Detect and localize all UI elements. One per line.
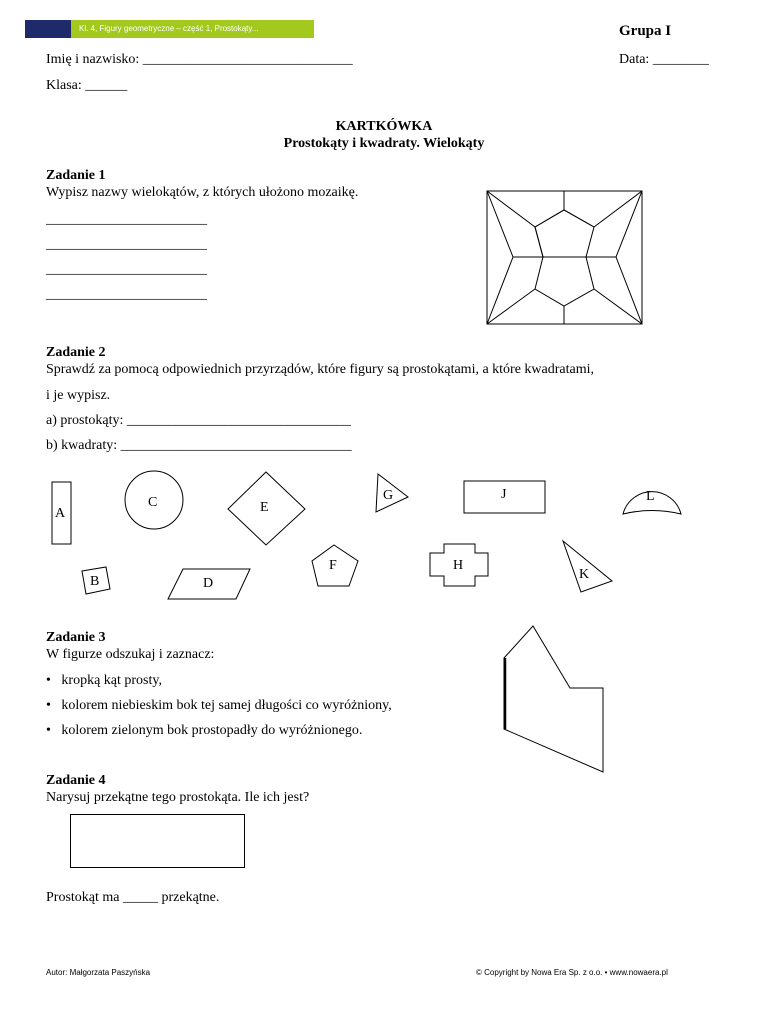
task2-item-a: a) prostokąty: ________________________________ [46, 413, 351, 428]
task1-heading: Zadanie 1 [46, 168, 106, 183]
group-label: Grupa I [619, 23, 672, 39]
task1-text: Wypisz nazwy wielokątów, z których ułożono mozaikę. [46, 185, 359, 200]
page-subtitle: Prostokąty i kwadraty. Wielokąty [283, 136, 485, 151]
task3-bullet-1: • kropką kąt prosty, [46, 673, 162, 688]
label-f: F [329, 558, 337, 573]
label-c: C [148, 495, 158, 510]
task4-rectangle[interactable] [70, 814, 245, 868]
label-g: G [383, 488, 394, 503]
task4-heading: Zadanie 4 [46, 773, 106, 788]
label-e: E [260, 500, 269, 515]
footer-author: Autor: Małgorzata Paszyńska [46, 968, 151, 977]
task1-blank-2: _______________________ [46, 237, 207, 252]
task1-blank-1: _______________________ [46, 212, 207, 227]
mosaic-figure [486, 190, 644, 326]
header-navy-bar [25, 20, 71, 38]
task3-bullet-2: • kolorem niebieskim bok tej samej długości co wyróżniony, [46, 698, 392, 713]
task2-shapes [0, 460, 768, 610]
label-l: L [646, 489, 655, 504]
task1-blank-3: _______________________ [46, 262, 207, 277]
task3-figure [500, 624, 608, 778]
task1-blank-4: _______________________ [46, 287, 207, 302]
label-j: J [501, 487, 507, 502]
label-k: K [579, 567, 590, 582]
task2-item-b: b) kwadraty: _________________________________ [46, 438, 352, 453]
task3-bullet-3: • kolorem zielonym bok prostopadły do wyróżnionego. [46, 723, 363, 738]
task2-text-line2: i je wypisz. [46, 388, 111, 403]
footer-copyright: © Copyright by Nowa Era Sp. z o.o. • www.nowaera.pl [476, 968, 668, 977]
task3-text: W figurze odszukaj i zaznacz: [46, 647, 215, 662]
task4-answer: Prostokąt ma _____ przekątne. [46, 890, 220, 905]
label-h: H [453, 558, 464, 573]
page-title: KARTKÓWKA [335, 119, 433, 134]
task2-heading: Zadanie 2 [46, 345, 106, 360]
label-a: A [55, 506, 66, 521]
date-field-label: Data: ________ [619, 52, 709, 67]
class-field-label: Klasa: ______ [46, 78, 128, 93]
task3-heading: Zadanie 3 [46, 630, 106, 645]
name-field-label: Imię i nazwisko: ______________________________ [46, 52, 353, 67]
label-b: B [90, 574, 100, 589]
header-banner: Kl. 4, Figury geometryczne – część 1, Prostokąty... [71, 20, 314, 38]
label-d: D [203, 576, 214, 591]
task4-text: Narysuj przekątne tego prostokąta. Ile ich jest? [46, 790, 310, 805]
task2-text-line1: Sprawdź za pomocą odpowiednich przyrządów, które figury są prostokątami, a które kwadratami, [46, 362, 595, 377]
